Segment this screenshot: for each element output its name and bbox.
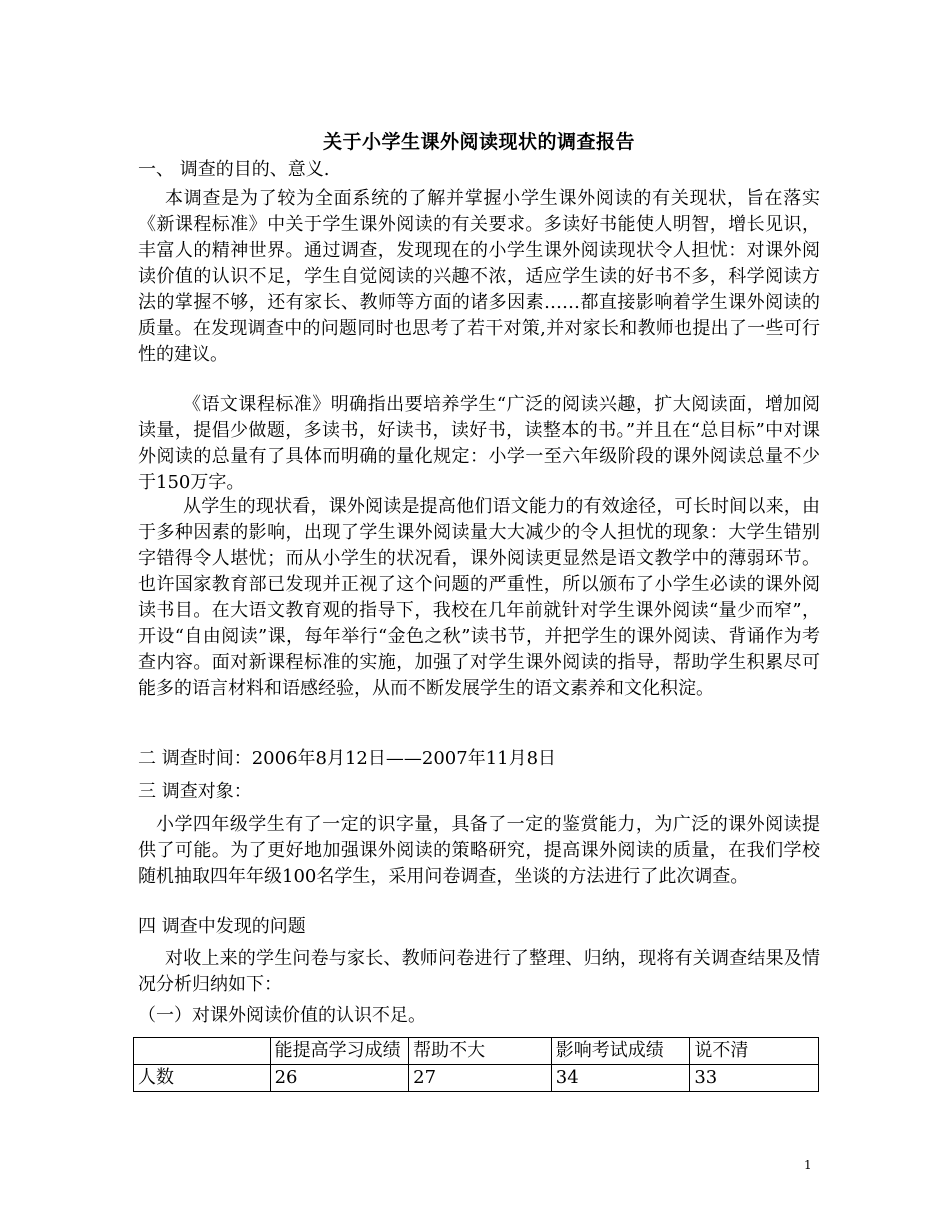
section-1-paragraph-2: 《语文课程标准》明确指出要培养学生“广泛的阅读兴趣，扩大阅读面，增加阅读量，提倡少做题，多读书，好读书，读好书，读整本的书。”并且在“总目标”中对课外阅读的总量有了具体而明确的量化规定：小学一至六年级阶段的课外阅读总量不少于150万字。 <box>138 394 820 493</box>
table-header-cell: 影响考试成绩 <box>551 1038 690 1065</box>
table-header-row <box>134 1038 819 1065</box>
section-4-heading: 四 调查中发现的问题 <box>138 916 306 937</box>
table-cell: 26 <box>270 1065 409 1092</box>
section-1-paragraph-3: 从学生的现状看，课外阅读是提高他们语文能力的有效途径，可长时间以来，由于多种因素的影响，出现了学生课外阅读量大大减少的令人担忧的现象：大学生错别字错得令人堪忧；而从小学生的状况看，课外阅读更显然是语文教学中的薄弱环节。也许国家教育部已发现并正视了这个问题的严重性，所以颁布了小学生必读的课外阅读书目。在大语文教育观的指导下，我校在几年前就针对学生课外阅读“量少而窄”，开设“自由阅读”课，每年举行“金色之秋”读书节，并把学生的课外阅读、背诵作为考查内容。面对新课程标准的实施，加强了对学生课外阅读的指导，帮助学生积累尽可能多的语言材料和语感经验，从而不断发展学生的语文素养和文化积淀。 <box>138 496 820 699</box>
table-header-cell: 帮助不大 <box>409 1038 552 1065</box>
table-cell: 33 <box>690 1065 819 1092</box>
section-4-subheading-1: （一）对课外阅读价值的认识不足。 <box>138 1005 426 1026</box>
table-header-cell: 说不清 <box>690 1038 819 1065</box>
table-row <box>134 1065 819 1092</box>
table-cell: 27 <box>409 1065 552 1092</box>
section-1-paragraph-1: 本调查是为了较为全面系统的了解并掌握小学生课外阅读的有关现状，旨在落实《新课程标准》中关于学生课外阅读的有关要求。多读好书能使人明智，增长见识，丰富人的精神世界。通过调查，发现现在的小学生课外阅读现状令人担忧：对课外阅读价值的认识不足，学生自觉阅读的兴趣不浓，适应学生读的好书不多，科学阅读方法的掌握不够，还有家长、教师等方面的诸多因素……都直接影响着学生课外阅读的质量。在发现调查中的问题同时也思考了若干对策,并对家长和教师也提出了一些可行性的建议。 <box>138 188 820 365</box>
section-3-paragraph-1: 小学四年级学生有了一定的识字量，具备了一定的鉴赏能力，为广泛的课外阅读提供了可能。为了更好地加强课外阅读的策略研究，提高课外阅读的质量，在我们学校随机抽取四年年级100名学生，采用问卷调查，坐谈的方法进行了此次调查。 <box>138 814 820 887</box>
section-4-paragraph-1: 对收上来的学生问卷与家长、教师问卷进行了整理、归纳，现将有关调查结果及情况分析归纳如下： <box>138 948 820 995</box>
page-number: 1 <box>804 1158 812 1172</box>
table-header-cell: 能提高学习成绩 <box>270 1038 409 1065</box>
section-2-heading: 二 调查时间：2006年8月12日——2007年11月8日 <box>138 748 557 769</box>
survey-table <box>133 1037 819 1092</box>
table-header-cell <box>134 1038 271 1065</box>
table-row-label: 人数 <box>134 1065 271 1092</box>
report-title: 关于小学生课外阅读现状的调查报告 <box>322 131 635 153</box>
table-cell: 34 <box>551 1065 690 1092</box>
section-1-heading: 一、 调查的目的、意义. <box>138 159 330 180</box>
section-3-heading: 三 调查对象： <box>138 781 252 802</box>
